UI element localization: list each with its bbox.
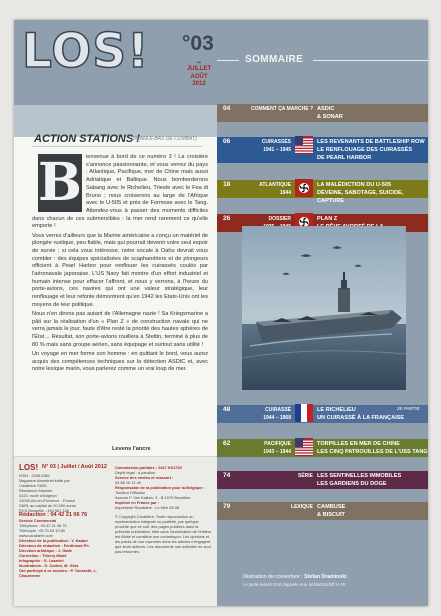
entry-title-line: DÉVEINE, SABOTAGE, SUICIDE, CAPTURE — [317, 190, 404, 204]
page-number: 79 — [223, 503, 231, 510]
entry-title — [317, 440, 428, 456]
entry-title-line: LES GARDIENS DU DOGE — [317, 481, 387, 487]
colophon-right — [115, 465, 213, 554]
entry-title-line: & SONAR — [317, 114, 343, 120]
colophon-line: Dépôt légal : à parution — [115, 470, 156, 475]
entry-title-line: LES SENTINELLES IMMOBILES — [317, 473, 402, 479]
colophon-logo: LOS! — [19, 463, 39, 472]
entry-title — [317, 181, 428, 205]
entry-title — [317, 503, 345, 519]
us-flag-icon — [295, 438, 313, 456]
entry-title — [317, 472, 401, 488]
colophon-line: © Copyright Caraktère. Toute reproduction ou représentation intégrale ou partielle, par quelque procédé que ce soit, des pages publiées dans la présente publication, faite sans l'autorisation de l'éditeur est illicite et constitue une contrefaçon. Les opinions et les points de vue exprimés dans les articles n'engagent que leurs auteurs. Les documents non sollicités ne sont pas retournés. — [115, 514, 212, 554]
entry-category: DOSSIER — [268, 215, 291, 222]
colophon-line: Rédaction : 04 42 21 06 76 — [19, 512, 88, 518]
colophon-line: Imprimé en France par : — [115, 500, 160, 505]
entry-title-line: PLAN Z — [317, 216, 338, 222]
entry-title-line: UN CUIRASSÉ À LA FRANÇAISE — [317, 415, 405, 421]
colophon-line: Directeur de rédaction : Ferdinand Ph. — [19, 543, 90, 548]
page-number: 74 — [223, 472, 231, 479]
entry-category: CUIRASSÉ — [265, 406, 291, 413]
entry-category: COMMENT ÇA MARCHE ? — [250, 105, 313, 112]
colophon-line: Avenue F. Van Kalken, 9 - B-1070 Bruxelles — [115, 495, 191, 500]
colophon-line: Magazine bimestriel édité par — [19, 478, 70, 483]
editorial-signature: Levens l'ancre — [112, 446, 151, 452]
colophon-line: www.caraktere.com — [19, 533, 53, 538]
colophon-line: ISSN : 2258-9361 — [19, 473, 50, 478]
colophon-left — [19, 473, 111, 578]
issue-number: °03 — [182, 32, 214, 55]
colophon-line: Tondeur Diffusion — [115, 490, 146, 495]
entry-title-line: TORPILLES EN MER DE CHINE — [317, 441, 400, 447]
colophon-line: Ont participé à ce numéro : P. Tocasetti, L. Chaurienne — [19, 568, 98, 578]
editorial-paragraph: Vous verrez d'ailleurs que la Marine américaine a conçu un matériel de plongée rustique, peu fiable, mais qui pourrait devenir votre seul espoir de survie ; si cela vous intéresse, notre escale à Oahu devrait vous combler : des équipes spécialisées de scaphandriers et de plongeurs officient à Pearl Harbor pour renflouer les cuirassés coulés par l'aéronavale japonaise. L'US Navy fait montre d'un effort industriel et humain intense pour effacer l'affront, et nous y verrons, à l'heure du porte-avions, ces navires qui ont une valeur stratégique, leur renflouage et leur refonte démontrent qu'en 1942 les Etats-Unis ont les moyens de leur politique. — [32, 232, 208, 308]
entry-title-line: ASDIC — [317, 106, 335, 112]
sommaire-column — [217, 20, 428, 606]
editorial-column — [14, 20, 217, 606]
colophon-line: Responsable de la publication pour la Belgique : — [115, 485, 205, 490]
divider — [313, 60, 428, 61]
colophon-line: Télécopie : 09 70 63 10 89 — [19, 528, 66, 533]
colophon-line: Caraktère SARL — [19, 483, 48, 488]
editorial-paragraph: ienvenue à bord de ce numéro 3 ! La croisière s'annonce passionnante, et vous verrez du pays : Atlantique, Pacifique, mer de Chine mais aussi Adriatique et Baltique. Nous bomberderons Sabang avec le Richelieu, Trieste avec le Fea di Bruno ; nous croiserons au large de l'Afrique avec le U-505 et près de Formose avec le Tang. Attendez-vous à passer des moments difficiles dans chacun de ces submersibles : la mer rend rarement ce qu'elle emporte ! — [32, 154, 208, 230]
entry-dates: 1943 – 1944 — [263, 448, 291, 455]
cover-credit-note: Le porte-avions Graf Zeppelin et le Schlachtschiff H-39. — [243, 582, 346, 587]
page-number: 18 — [223, 181, 231, 188]
issue-date-line: AOÛT — [190, 73, 208, 80]
entry-category: LEXIQUE — [291, 503, 313, 510]
us-flag-icon — [295, 136, 313, 154]
french-flag-icon — [295, 404, 313, 422]
aircraft-carrier-illustration — [242, 226, 406, 390]
entry-category: PACIFIQUE — [264, 440, 291, 447]
divider — [217, 60, 239, 61]
colophon-line: RCS Marseille - 494 561 168 — [19, 508, 69, 513]
issue-date-line: JUILLET — [186, 66, 212, 73]
page-number: 06 — [223, 138, 231, 145]
editorial-paragraph: Un voyage en mer forme son homme : en quittant le bord, vous aurez acquis des compétences techniques sur la détection ASDIC et, avec notre lexique marin, vous parlerez comme un vrai loup de mer. — [32, 351, 208, 373]
entry-title-line: LES REVENANTS DE BATTLESHIP ROW — [317, 139, 425, 145]
page-number: 62 — [223, 440, 231, 447]
colophon-line: Résidence Maunier — [19, 488, 53, 493]
colophon-line: SARL au capital de 20 000 euros — [19, 503, 76, 508]
entry-dates: 1944 — [279, 189, 291, 196]
entry-category: ATLANTIQUE — [259, 181, 291, 188]
colophon-line: Service Commercial — [19, 518, 57, 523]
sommaire-header — [217, 54, 428, 68]
colophon-line: Direction artistique : J. Gade — [19, 548, 72, 553]
colophon-line: Téléphone : 04 42 21 06 76 — [19, 523, 67, 528]
entry-title-line: LA MALÉDICTION DU U-505 — [317, 182, 392, 188]
entry-dates: 1944 – 1968 — [263, 414, 291, 421]
colophon — [14, 456, 217, 606]
cover-credit — [243, 574, 347, 580]
issue-date-line: 2012 — [192, 81, 206, 88]
entry-title-line: LES CINQ PATROUILLES DE L'USS TANG — [317, 449, 428, 455]
colophon-line: Correction : Thierry Malet — [19, 553, 67, 558]
page-number: 26 — [223, 215, 231, 222]
colophon-line: Illustrations : D. Corbin, M. Gilet — [19, 563, 79, 568]
colophon-issue: N° 03 | Juillet / Août 2012 — [42, 464, 107, 470]
editorial-subtitle: (BRANLE-BAS DE COMBAT) — [131, 136, 197, 142]
cover-credit-name: Stefan Draminski — [304, 574, 347, 580]
entry-part-label: 2E PARTIE — [397, 406, 420, 411]
magazine-page — [14, 20, 428, 606]
colophon-line: Imprimerie Rocalaine - Le Mee 05-06 — [115, 505, 180, 510]
magazine-logo: LOS! — [22, 24, 150, 79]
entry-dates: 1941 – 1945 — [263, 146, 291, 153]
colophon-line: Infographie : G. Lazarini — [19, 558, 64, 563]
page-number: 48 — [223, 406, 231, 413]
entry-title-line: LE RENFLOUAGE DES CUIRASSÉS — [317, 147, 413, 153]
sommaire-heading: SOMMAIRE — [245, 54, 304, 65]
entry-category: SÉRIE — [297, 472, 313, 479]
colophon-line: Directeur de la publication : Y. Kadari — [19, 538, 88, 543]
entry-title — [317, 406, 404, 422]
drop-cap: B — [38, 152, 82, 213]
colophon-line: Service des ventes et réassort : — [115, 475, 174, 480]
entry-title-line: DE PEARL HARBOR — [317, 155, 372, 161]
colophon-line: Commission paritaire : 0417 K91729 — [115, 465, 182, 470]
page-number: 04 — [223, 105, 231, 112]
colophon-line: 13090 Aix-en-Provence - France — [19, 498, 76, 503]
editorial-paragraph: Nous n'en dirons pas autant de l'Allemagne nazie ! Sa Kriegsmarine a pâti sur la réalisation d'un « Plan Z » de construction navale qui ne verra jamais le jour, faute d'être resté la priorité des hautes sphères de l'État… Résultat, son porte-avions rouillera à Stettin, terminé à plus de 80 % mais sans groupe aérien, sans équipage et surtout sans utilité ! — [32, 311, 208, 348]
entry-title — [317, 138, 425, 162]
entry-title-line: & BISCUIT — [317, 512, 345, 518]
tilde-ornament-icon: ~ — [196, 58, 202, 67]
entry-title-line: CAMBUSE — [317, 504, 346, 510]
entry-category: CUIRASSÉS — [261, 138, 291, 145]
german-flag-icon — [295, 179, 313, 197]
masthead — [14, 20, 217, 105]
cover-illustration — [242, 226, 406, 390]
title-rule — [32, 146, 202, 147]
colophon-line: 3120, route d'Avignon — [19, 493, 57, 498]
cover-credit-label: Illustration de couverture : — [243, 574, 303, 580]
editorial-title: ACTION STATIONS ! — [34, 133, 140, 145]
colophon-line: 04 88 15 12 40 — [115, 480, 141, 485]
entry-title-line: LE RICHELIEU — [317, 407, 356, 413]
issue-date — [184, 60, 214, 89]
entry-title — [317, 105, 343, 121]
